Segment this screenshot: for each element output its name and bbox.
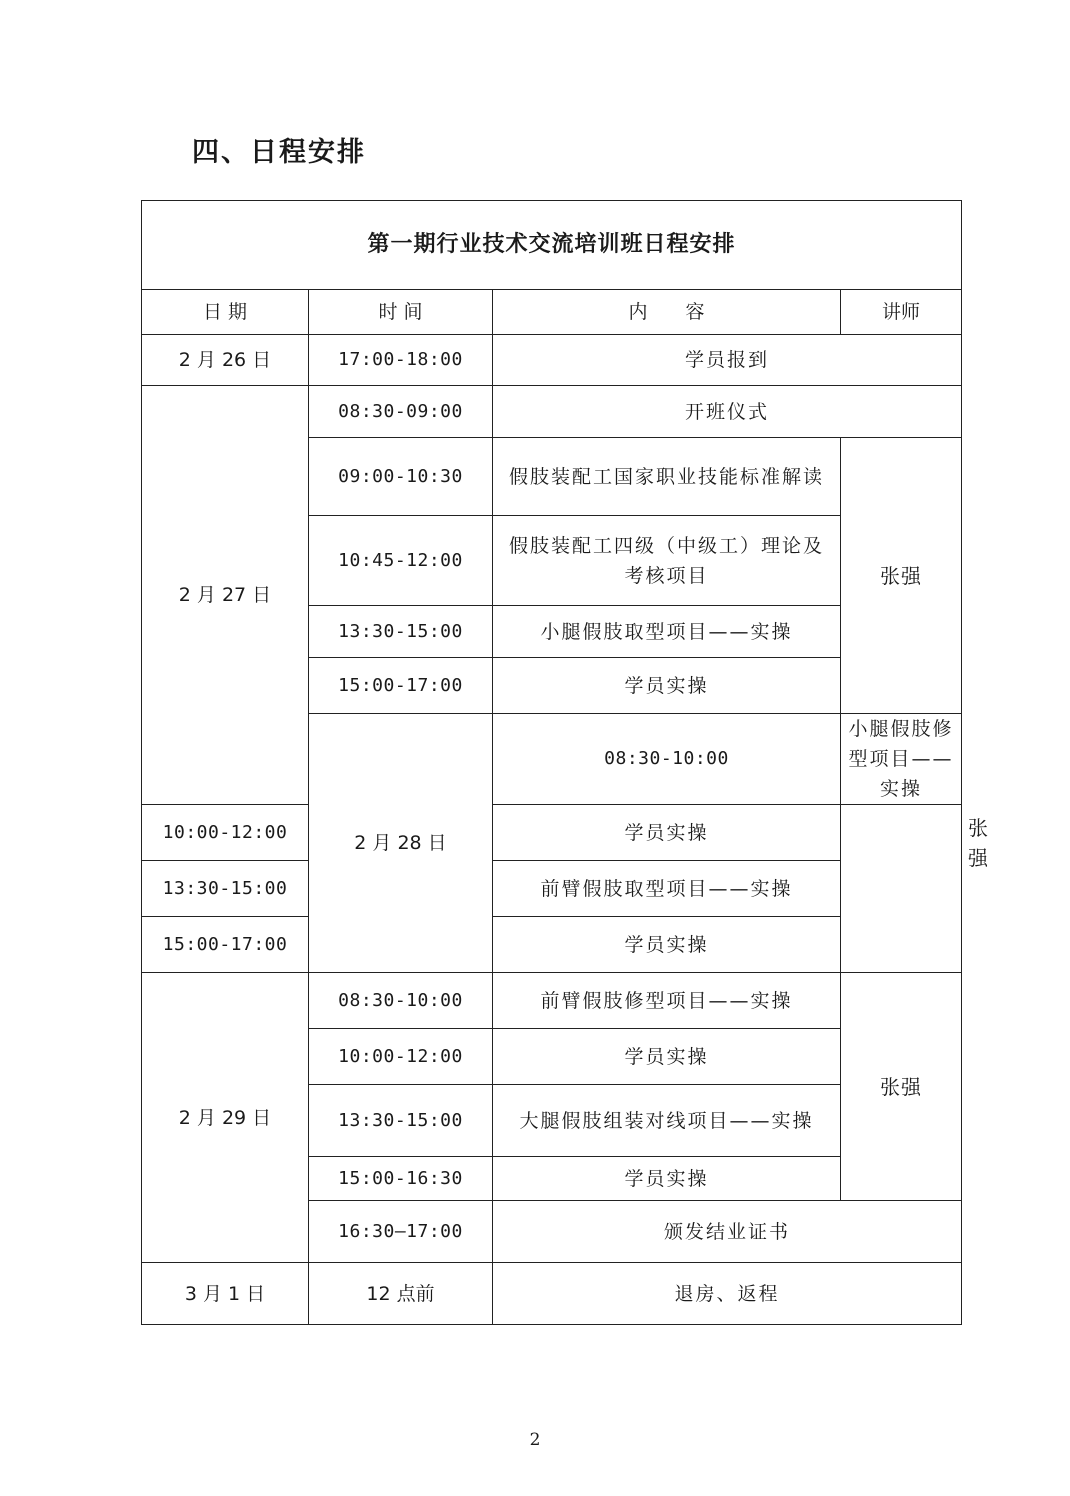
time-cell: 13:30-15:00	[309, 1085, 493, 1157]
table-row	[142, 861, 962, 917]
table-caption: 第一期行业技术交流培训班日程安排	[142, 201, 962, 290]
table-row	[142, 805, 962, 861]
time-cell: 08:30-09:00	[309, 386, 493, 438]
content-cell: 学员报到	[493, 335, 962, 386]
date-cell: 2 月 26 日	[142, 335, 309, 386]
header-row	[142, 290, 962, 335]
content-cell: 学员实操	[493, 1029, 841, 1085]
teacher-cell: 张强	[841, 438, 962, 714]
time-cell: 08:30-10:00	[493, 714, 841, 805]
time-cell: 15:00-16:30	[309, 1157, 493, 1201]
time-cell: 10:00-12:00	[309, 1029, 493, 1085]
content-cell: 前臂假肢修型项目——实操	[493, 973, 841, 1029]
date-cell: 2 月 27 日	[142, 386, 309, 805]
table-row	[142, 1263, 962, 1325]
content-cell: 学员实操	[493, 1157, 841, 1201]
content-cell: 开班仪式	[493, 386, 962, 438]
content-cell: 学员实操	[493, 917, 841, 973]
time-cell: 13:30-15:00	[142, 861, 309, 917]
content-cell: 假肢装配工国家职业技能标准解读	[493, 438, 841, 516]
content-cell: 学员实操	[493, 805, 841, 861]
content-cell: 前臂假肢取型项目——实操	[493, 861, 841, 917]
time-cell: 12 点前	[309, 1263, 493, 1325]
content-cell: 颁发结业证书	[493, 1201, 962, 1263]
teacher-cell: 张强	[841, 973, 962, 1201]
time-cell: 08:30-10:00	[309, 973, 493, 1029]
content-cell: 大腿假肢组装对线项目——实操	[493, 1085, 841, 1157]
table-row	[142, 917, 962, 973]
time-cell: 10:00-12:00	[142, 805, 309, 861]
time-cell: 15:00-17:00	[309, 658, 493, 714]
header-date: 日 期	[142, 290, 309, 335]
date-cell: 2 月 28 日	[309, 714, 493, 973]
header-time: 时 间	[309, 290, 493, 335]
table-row	[142, 386, 962, 438]
schedule-table	[141, 200, 990, 1325]
content-cell: 学员实操	[493, 658, 841, 714]
page-number: 2	[529, 1430, 541, 1450]
content-cell: 退房、返程	[493, 1263, 962, 1325]
time-cell: 13:30-15:00	[309, 606, 493, 658]
section-heading: 四、日程安排	[192, 137, 366, 168]
table-row	[142, 335, 962, 386]
time-cell: 10:45-12:00	[309, 516, 493, 606]
time-cell: 15:00-17:00	[142, 917, 309, 973]
time-cell: 09:00-10:30	[309, 438, 493, 516]
time-cell: 17:00-18:00	[309, 335, 493, 386]
content-cell: 假肢装配工四级（中级工）理论及考核项目	[493, 516, 841, 606]
header-content: 内 容	[493, 290, 841, 335]
header-teacher: 讲师	[841, 290, 962, 335]
table-row: 2 月 28 日 08:30-10:00 小腿假肢修型项目——实操 张强	[142, 714, 962, 805]
time-cell: 16:30—17:00	[309, 1201, 493, 1263]
table-row	[142, 973, 962, 1029]
date-cell: 3 月 1 日	[142, 1263, 309, 1325]
content-cell: 小腿假肢修型项目——实操	[841, 714, 962, 805]
content-cell: 小腿假肢取型项目——实操	[493, 606, 841, 658]
date-cell: 2 月 29 日	[142, 973, 309, 1263]
